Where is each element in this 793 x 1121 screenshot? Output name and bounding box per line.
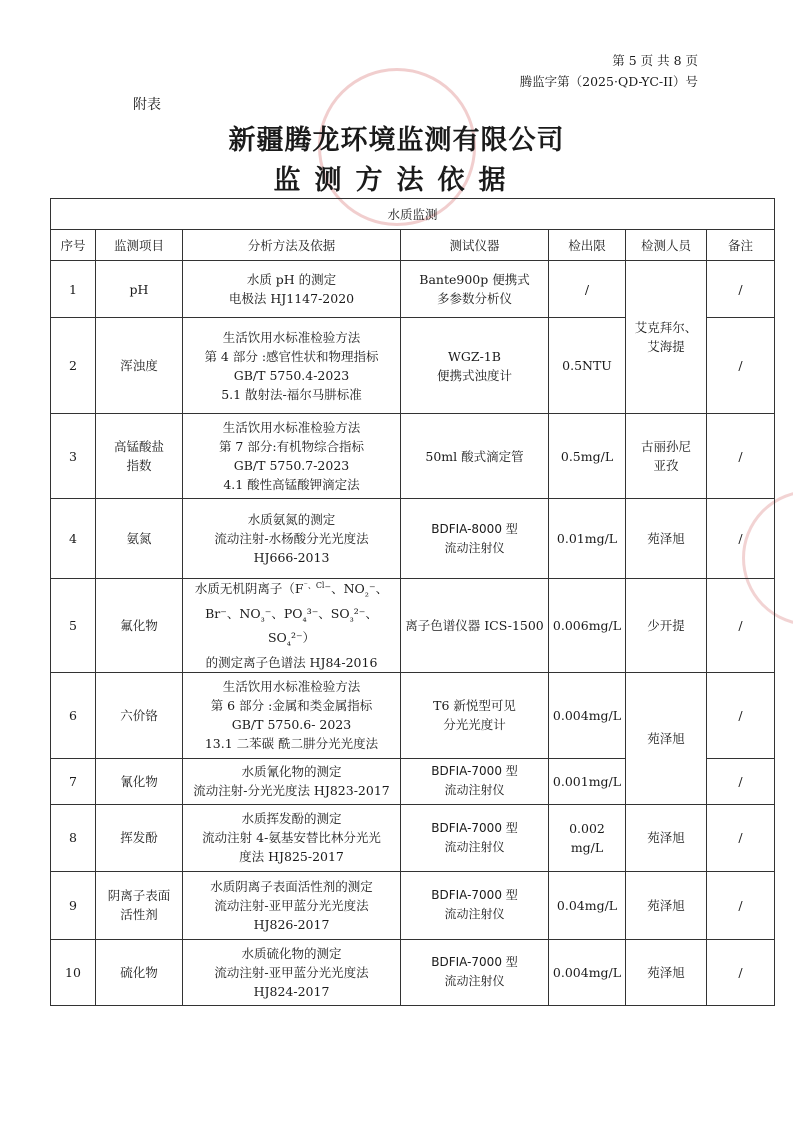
col-header-item: 监测项目 bbox=[96, 230, 183, 261]
row-staff: 苑泽旭 bbox=[626, 499, 707, 579]
table-row bbox=[51, 499, 775, 579]
method-basis-table bbox=[50, 198, 775, 1006]
table-row bbox=[51, 871, 775, 939]
row-item: 硫化物 bbox=[96, 939, 183, 1005]
row-item: 氰化物 bbox=[96, 758, 183, 804]
row-instrument: BDFIA-8000 型 流动注射仪 bbox=[401, 499, 549, 579]
row-instrument: 50ml 酸式滴定管 bbox=[401, 414, 549, 499]
row-note: / bbox=[707, 804, 775, 871]
col-header-no: 序号 bbox=[51, 230, 96, 261]
row-instrument: T6 新悦型可见 分光光度计 bbox=[401, 672, 549, 758]
row-method: 水质挥发酚的测定 流动注射 4-氨基安替比林分光光 度法 HJ825-2017 bbox=[183, 804, 401, 871]
row-staff: 苑泽旭 bbox=[626, 804, 707, 871]
row-note: / bbox=[707, 261, 775, 318]
row-no: 7 bbox=[51, 758, 96, 804]
row-no: 8 bbox=[51, 804, 96, 871]
page-number: 第 5 页 共 8 页 bbox=[612, 53, 698, 68]
row-item: 六价铬 bbox=[96, 672, 183, 758]
row-item: 阴离子表面 活性剂 bbox=[96, 871, 183, 939]
row-limit: 0.01mg/L bbox=[549, 499, 626, 579]
row-staff: 艾克拜尔、 艾海提 bbox=[626, 261, 707, 414]
document-title: 监测方法依据 bbox=[273, 165, 520, 196]
row-item: 氨氮 bbox=[96, 499, 183, 579]
row-note: / bbox=[707, 414, 775, 499]
row-limit: 0.004mg/L bbox=[549, 672, 626, 758]
row-instrument: BDFIA-7000 型 流动注射仪 bbox=[401, 804, 549, 871]
row-instrument: Bante900p 便携式 多参数分析仪 bbox=[401, 261, 549, 318]
row-staff: 古丽孙尼 亚孜 bbox=[626, 414, 707, 499]
row-method: 生活饮用水标准检验方法 第 4 部分 :感官性状和物理指标 GB/T 5750.4-2023 5.1 散射法-福尔马肼标准 bbox=[183, 318, 401, 414]
appendix-label: 附表 bbox=[133, 97, 161, 113]
section-title: 水质监测 bbox=[51, 199, 775, 230]
row-method: 生活饮用水标准检验方法 第 6 部分 :金属和类金属指标 GB/T 5750.6- 2023 13.1 二苯碳 酰二肼分光光度法 bbox=[183, 672, 401, 758]
row-item: 氟化物 bbox=[96, 579, 183, 673]
header-row bbox=[51, 230, 775, 261]
row-limit: / bbox=[549, 261, 626, 318]
row-note: / bbox=[707, 758, 775, 804]
row-staff: 苑泽旭 bbox=[626, 871, 707, 939]
row-no: 10 bbox=[51, 939, 96, 1005]
row-limit: 0.001mg/L bbox=[549, 758, 626, 804]
table-row bbox=[51, 804, 775, 871]
row-note: / bbox=[707, 871, 775, 939]
row-staff: 苑泽旭 bbox=[626, 672, 707, 804]
row-item: 浑浊度 bbox=[96, 318, 183, 414]
row-no: 5 bbox=[51, 579, 96, 673]
table-row bbox=[51, 672, 775, 758]
row-no: 2 bbox=[51, 318, 96, 414]
row-method: 水质硫化物的测定 流动注射-亚甲蓝分光光度法 HJ824-2017 bbox=[183, 939, 401, 1005]
row-item: pH bbox=[96, 261, 183, 318]
row-method: 水质 pH 的测定 电极法 HJ1147-2020 bbox=[183, 261, 401, 318]
row-note: / bbox=[707, 672, 775, 758]
table-row bbox=[51, 261, 775, 318]
col-header-method: 分析方法及依据 bbox=[183, 230, 401, 261]
row-note: / bbox=[707, 939, 775, 1005]
row-no: 6 bbox=[51, 672, 96, 758]
row-instrument: 离子色谱仪器 ICS-1500 bbox=[401, 579, 549, 673]
row-instrument: BDFIA-7000 型 流动注射仪 bbox=[401, 871, 549, 939]
row-instrument: BDFIA-7000 型 流动注射仪 bbox=[401, 758, 549, 804]
row-limit: 0.002 mg/L bbox=[549, 804, 626, 871]
row-no: 3 bbox=[51, 414, 96, 499]
row-no: 9 bbox=[51, 871, 96, 939]
row-note: / bbox=[707, 579, 775, 673]
table-row bbox=[51, 414, 775, 499]
col-header-staff: 检测人员 bbox=[626, 230, 707, 261]
row-method: 水质氨氮的测定 流动注射-水杨酸分光光度法 HJ666-2013 bbox=[183, 499, 401, 579]
section-row bbox=[51, 199, 775, 230]
row-no: 4 bbox=[51, 499, 96, 579]
document-number: 腾监字第（2025·QD-YC-II）号 bbox=[519, 74, 698, 89]
row-staff: 少开提 bbox=[626, 579, 707, 673]
row-method: 水质无机阴离子（$F^{^-、Cl}^-$、$NO_{_2}^-$、 Br⁻、$NO_{_3}^-$、$PO_{_4}^{3-}$、$SO_{_3}^{2-}$、$SO_{_4}^{2-}$） 的测定离子色谱法 HJ84-2016 bbox=[183, 579, 401, 673]
col-header-instrument: 测试仪器 bbox=[401, 230, 549, 261]
table-row bbox=[51, 579, 775, 673]
page-header-info bbox=[520, 50, 698, 92]
row-note: / bbox=[707, 318, 775, 414]
row-method: 生活饮用水标准检验方法 第 7 部分:有机物综合指标 GB/T 5750.7-2023 4.1 酸性高锰酸钾滴定法 bbox=[183, 414, 401, 499]
row-limit: 0.04mg/L bbox=[549, 871, 626, 939]
company-seal-text bbox=[339, 79, 453, 116]
row-instrument: WGZ-1B 便携式浊度计 bbox=[401, 318, 549, 414]
row-item: 高锰酸盐 指数 bbox=[96, 414, 183, 499]
row-method: 水质阴离子表面活性剂的测定 流动注射-亚甲蓝分光光度法 HJ826-2017 bbox=[183, 871, 401, 939]
row-limit: 0.004mg/L bbox=[549, 939, 626, 1005]
row-no: 1 bbox=[51, 261, 96, 318]
table-row bbox=[51, 939, 775, 1005]
row-item: 挥发酚 bbox=[96, 804, 183, 871]
row-limit: 0.5NTU bbox=[549, 318, 626, 414]
row-method: 水质氰化物的测定 流动注射-分光光度法 HJ823-2017 bbox=[183, 758, 401, 804]
row-limit: 0.006mg/L bbox=[549, 579, 626, 673]
col-header-limit: 检出限 bbox=[549, 230, 626, 261]
row-limit: 0.5mg/L bbox=[549, 414, 626, 499]
row-instrument: BDFIA-7000 型 流动注射仪 bbox=[401, 939, 549, 1005]
row-note: / bbox=[707, 499, 775, 579]
row-staff: 苑泽旭 bbox=[626, 939, 707, 1005]
company-name: 新疆腾龙环境监测有限公司 bbox=[228, 125, 565, 156]
col-header-note: 备注 bbox=[707, 230, 775, 261]
